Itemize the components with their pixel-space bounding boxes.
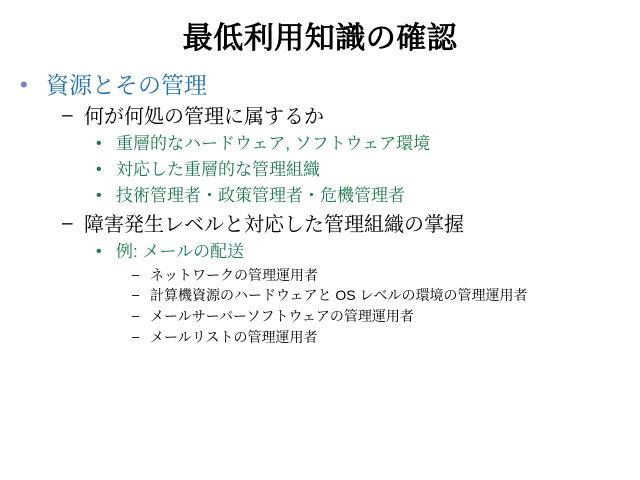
list-item-label: 対応した重層的な管理組織 [116,159,320,179]
list-item-label: 技術管理者・政策管理者・危機管理者 [116,185,405,205]
list-item [132,266,620,285]
list-item [62,104,620,130]
list-item-label: 計算機資源のハードウェアと OS レベルの環境の管理運用者 [150,287,528,304]
bullet-glyph-level4: – [132,308,140,324]
list-item-label: メールサーバーソフトウェアの管理運用者 [150,308,414,325]
list-item-label: ネットワークの管理運用者 [150,266,318,283]
list-item [132,328,620,347]
page-title: 最低利用知識の確認 [182,22,458,55]
list-item [62,212,620,238]
bullet-glyph-level3: • [96,242,102,260]
bullet-glyph-level3: • [96,134,102,152]
list-item-label: 例: メールの配送 [116,241,245,261]
slide-body [0,55,640,347]
bullet-glyph-level4: – [132,266,140,282]
list-item-label: メールリストの管理運用者 [150,329,318,346]
list-item [20,71,620,100]
list-item [96,185,620,208]
bullet-glyph-level1: • [20,72,28,97]
bullet-glyph-level4: – [132,287,140,303]
list-item-label: 重層的なハードウェア, ソフトウェア環境 [116,133,431,153]
list-item-label: 資源とその管理 [46,72,207,98]
bullet-glyph-level4: – [132,329,140,345]
bullet-glyph-level2: – [62,212,73,234]
list-item-label: 何が何処の管理に属するか [84,105,324,128]
list-item [132,286,620,305]
list-item [96,241,620,264]
bullet-glyph-level2: – [62,104,73,126]
bullet-glyph-level3: • [96,160,102,178]
bullet-glyph-level3: • [96,186,102,204]
list-item-label: 障害発生レベルと対応した管理組織の掌握 [84,213,464,236]
list-item [96,159,620,182]
list-item [132,307,620,326]
list-item [96,133,620,156]
